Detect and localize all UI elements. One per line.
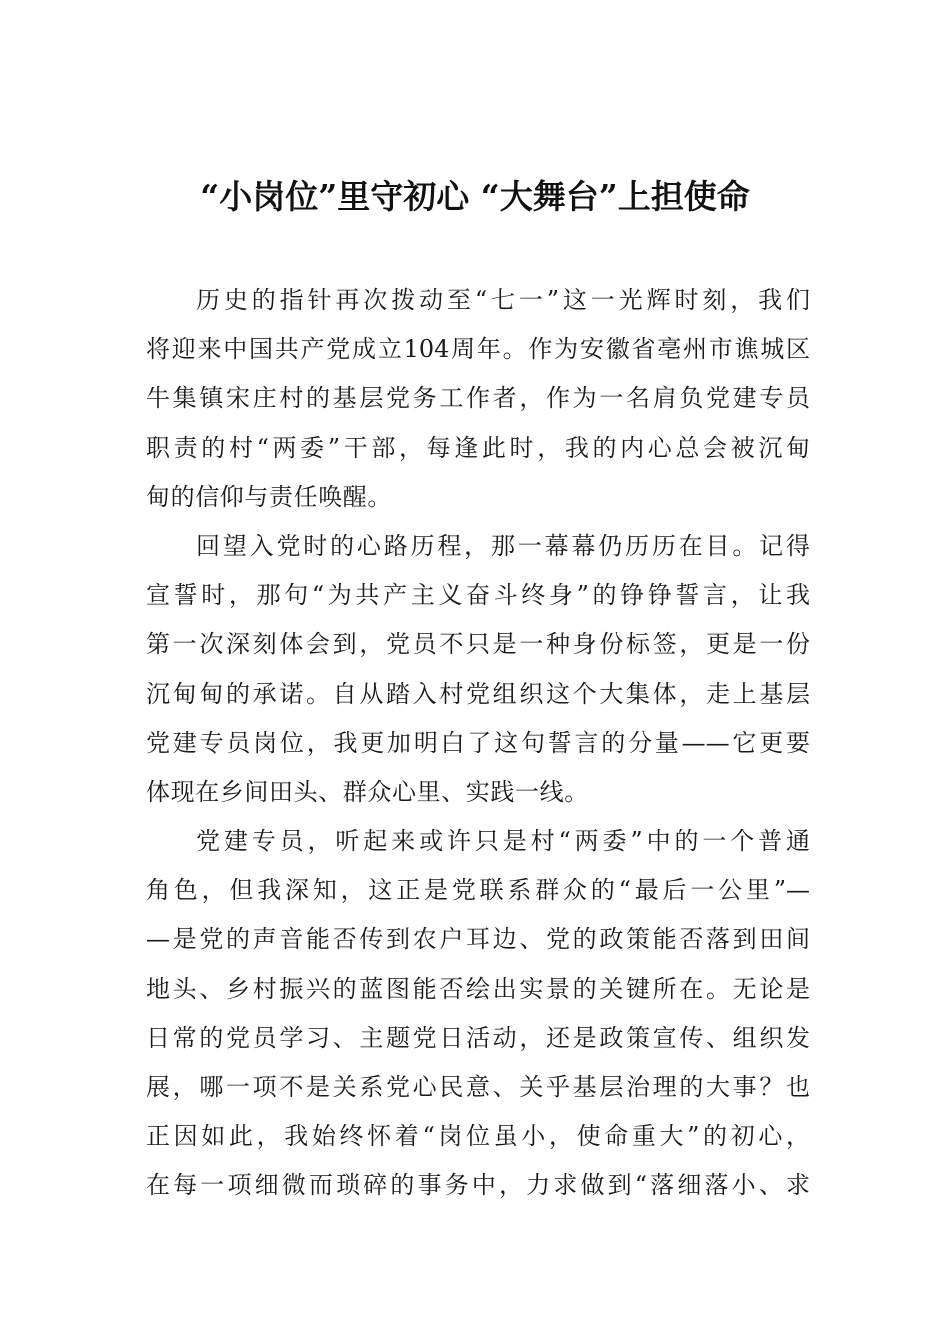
paragraph-line: 职责的村“两委”干部，每逢此时，我的内心总会被沉甸: [146, 433, 810, 462]
paragraph-line: 日常的党员学习、主题党日活动，还是政策宣传、组织发: [146, 1023, 810, 1052]
paragraph-line: 地头、乡村振兴的蓝图能否绘出实景的关键所在。无论是: [146, 974, 810, 1003]
paragraph-line: 体现在乡间田头、群众心里、实践一线。: [146, 777, 589, 806]
document-body: [146, 276, 810, 1211]
paragraph-line: 第一次深刻体会到，党员不只是一种身份标签，更是一份: [146, 630, 810, 659]
paragraph-line: 将迎来中国共产党成立104周年。作为安徽省亳州市谯城区: [146, 335, 810, 364]
paragraph-line: —是党的声音能否传到农户耳边、党的政策能否落到田间: [146, 925, 810, 954]
paragraph-line: 沉甸甸的承诺。自从踏入村党组织这个大集体，走上基层: [146, 679, 810, 708]
paragraph-line: 展，哪一项不是关系党心民意、关乎基层治理的大事？也: [146, 1073, 810, 1101]
paragraph-line: 在每一项细微而琐碎的事务中，力求做到“落细落小、求: [146, 1171, 810, 1200]
paragraph-line: 党建专员岗位，我更加明白了这句誓言的分量——它更要: [146, 728, 810, 757]
document-title: “小岗位”里守初心 “大舞台”上担使命: [200, 177, 750, 216]
paragraph-line: 党建专员，听起来或许只是村“两委”中的一个普通: [196, 827, 810, 856]
paragraph-line: 牛集镇宋庄村的基层党务工作者，作为一名肩负党建专员: [146, 384, 810, 413]
paragraph-line: 正因如此，我始终怀着“岗位虽小，使命重大”的初心，: [146, 1122, 810, 1151]
paragraph-line: 角色，但我深知，这正是党联系群众的“最后一公里”—: [146, 876, 810, 905]
paragraph-line: 回望入党时的心路历程，那一幕幕仍历历在目。记得: [196, 531, 810, 560]
paragraph-line: 历史的指针再次拨动至“七一”这一光辉时刻，我们: [196, 286, 810, 314]
paragraph-line: 甸的信仰与责任唤醒。: [146, 482, 392, 511]
paragraph-line: 宣誓时，那句“为共产主义奋斗终身”的铮铮誓言，让我: [146, 581, 810, 610]
